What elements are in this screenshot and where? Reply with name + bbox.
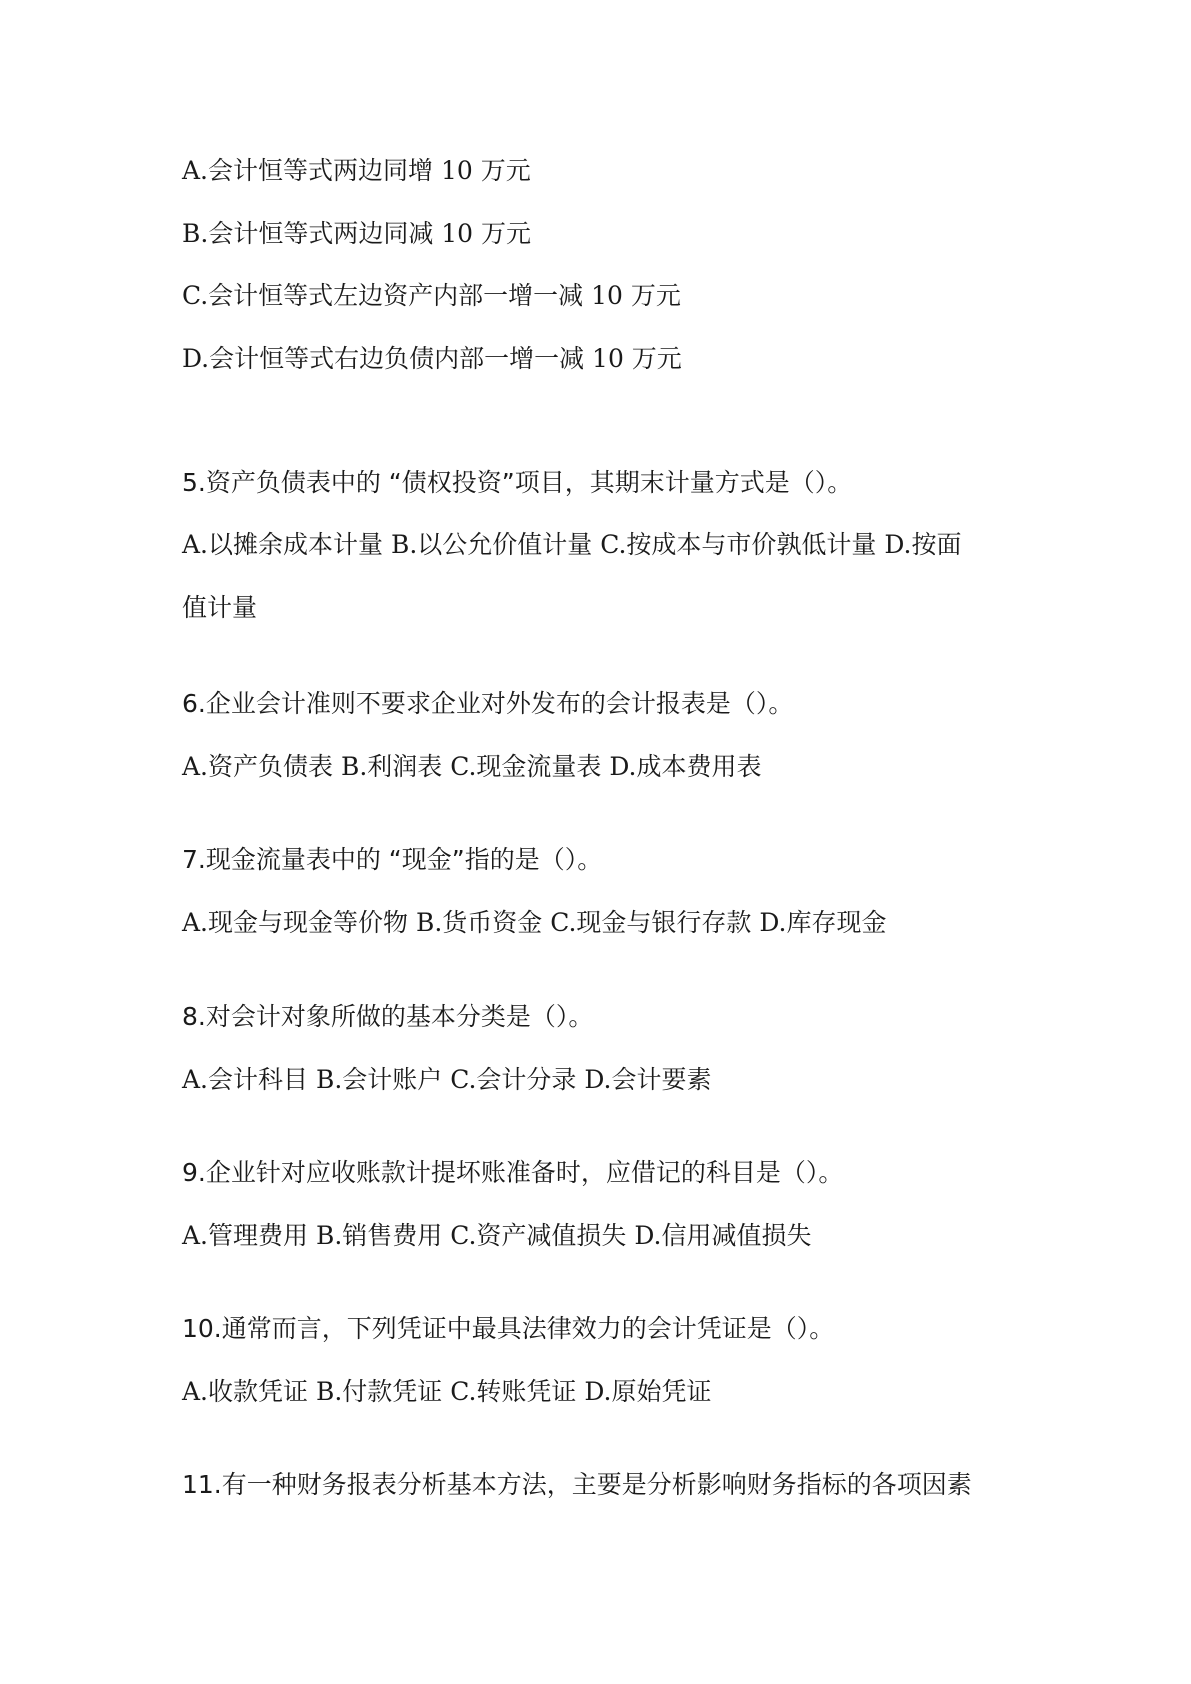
q5-options-line1: A.以摊余成本计量 B.以公允价值计量 C.按成本与市价孰低计量 D.按面 (182, 530, 962, 559)
q11-stem: 11.有一种财务报表分析基本方法，主要是分析影响财务指标的各项因素 (182, 1470, 972, 1499)
q9-stem: 9.企业针对应收账款计提坏账准备时，应借记的科目是（）。 (182, 1158, 844, 1187)
q5-options-line2: 值计量 (182, 593, 258, 622)
q4-option-d: D.会计恒等式右边负债内部一增一减 10 万元 (182, 344, 682, 373)
q4-option-c: C.会计恒等式左边资产内部一增一减 10 万元 (182, 281, 681, 310)
q5-stem: 5.资产负债表中的 “债权投资”项目，其期末计量方式是（）。 (182, 468, 853, 497)
q8-stem: 8.对会计对象所做的基本分类是（）。 (182, 1002, 594, 1031)
q10-stem: 10.通常而言，下列凭证中最具法律效力的会计凭证是（）。 (182, 1314, 835, 1343)
q6-options: A.资产负债表 B.利润表 C.现金流量表 D.成本费用表 (182, 752, 762, 781)
q7-stem: 7.现金流量表中的 “现金”指的是（）。 (182, 845, 603, 874)
q4-option-b: B.会计恒等式两边同减 10 万元 (182, 219, 532, 248)
q10-options: A.收款凭证 B.付款凭证 C.转账凭证 D.原始凭证 (182, 1377, 712, 1406)
q6-stem: 6.企业会计准则不要求企业对外发布的会计报表是（）。 (182, 689, 794, 718)
q8-options: A.会计科目 B.会计账户 C.会计分录 D.会计要素 (182, 1065, 712, 1094)
q9-options: A.管理费用 B.销售费用 C.资产减值损失 D.信用减值损失 (182, 1221, 812, 1250)
q4-option-a: A.会计恒等式两边同增 10 万元 (182, 156, 531, 185)
q7-options: A.现金与现金等价物 B.货币资金 C.现金与银行存款 D.库存现金 (182, 908, 887, 937)
